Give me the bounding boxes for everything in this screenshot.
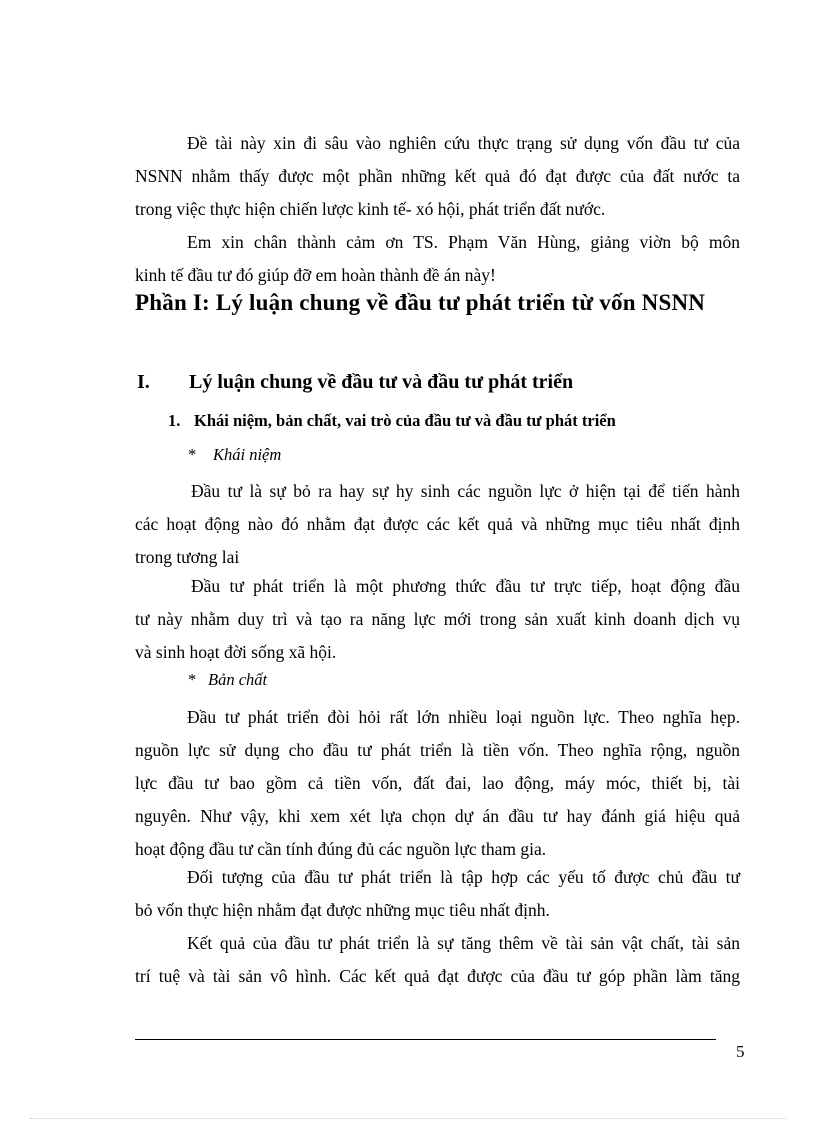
paragraph-resources [135,701,740,866]
paragraph-investment-definition [135,475,740,574]
part-heading: Phần I: Lý luận chung về đầu tư phát triển từ vốn NSNN [135,290,706,315]
bullet-label: Bản chất [208,670,268,689]
section-number: I. [137,371,150,393]
bullet-marker: * [188,670,197,689]
text-line: các hoạt động nào đó nhằm đạt được các kết quả và những mục tiêu nhất định [135,514,740,534]
text-line: Đầu tư phát triển là một phương thức đầu tư trực tiếp, hoạt động đầu [191,576,740,596]
bullet-marker: * [188,445,197,464]
text-line: bỏ vốn thực hiện nhằm đạt được những mục tiêu nhất định. [135,900,550,920]
text-line: trí tuệ và tài sản vô hình. Các kết quả đạt được của đầu tư góp phần làm tăng [135,966,740,986]
page-number: 5 [736,1042,745,1061]
paragraph-object [135,861,740,927]
subsection-title: Khái niệm, bản chất, vai trò của đầu tư và đầu tư phát triển [194,411,616,430]
text-line: Em xin chân thành cảm ơn TS. Phạm Văn Hùng, giảng viờn bộ môn [187,232,740,252]
text-line: Đầu tư là sự bỏ ra hay sự hy sinh các nguồn lực ở hiện tại để tiến hành [191,481,740,501]
text-line: trong việc thực hiện chiến lược kinh tế- xó hội, phát triển đất nước. [135,199,606,219]
bullet-nature [188,670,267,690]
text-line: nguyên. Như vậy, khi xem xét lựa chọn dự án đầu tư hay đánh giá hiệu quả [135,806,740,826]
text-line: tư này nhằm duy trì và tạo ra năng lực mới trong sản xuất kinh doanh dịch vụ [135,609,740,629]
text-line: nguồn lực sử dụng cho đầu tư phát triển là tiền vốn. Theo nghĩa rộng, nguồn [135,740,740,760]
footer-rule [135,1039,716,1040]
section-heading [137,371,573,394]
paragraph-acknowledgement [135,226,740,292]
text-line: NSNN nhằm thấy được một phần những kết quả đó đạt được của đất nước ta [135,166,740,186]
bullet-label: Khái niệm [213,445,282,464]
subsection-number: 1. [168,411,181,430]
page-edge-divider [30,1118,786,1119]
bullet-concept [188,445,281,465]
subsection-heading [168,411,616,431]
paragraph-research-focus [135,127,740,226]
text-line: Đầu tư phát triển đòi hỏi rất lớn nhiều loại nguồn lực. Theo nghĩa hẹp. [187,707,740,727]
paragraph-development-investment [135,570,740,669]
section-title: Lý luận chung về đầu tư và đầu tư phát triển [189,371,574,393]
text-line: Đề tài này xin đi sâu vào nghiên cứu thực trạng sử dụng vốn đầu tư của [187,133,740,153]
text-line: Đối tượng của đầu tư phát triển là tập hợp các yếu tố được chủ đầu tư [187,867,740,887]
text-line: Kết quả của đầu tư phát triển là sự tăng thêm về tài sản vật chất, tài sản [187,933,740,953]
paragraph-results [135,927,740,993]
text-line: kinh tế đầu tư đó giúp đỡ em hoàn thành đề án này! [135,265,496,285]
text-line: trong tương lai [135,547,240,567]
text-line: hoạt động đầu tư cần tính đúng đủ các nguồn lực tham gia. [135,839,547,859]
text-line: lực đầu tư bao gồm cả tiền vốn, đất đai, lao động, máy móc, thiết bị, tài [135,773,740,793]
text-line: và sinh hoạt đời sống xã hội. [135,642,337,662]
